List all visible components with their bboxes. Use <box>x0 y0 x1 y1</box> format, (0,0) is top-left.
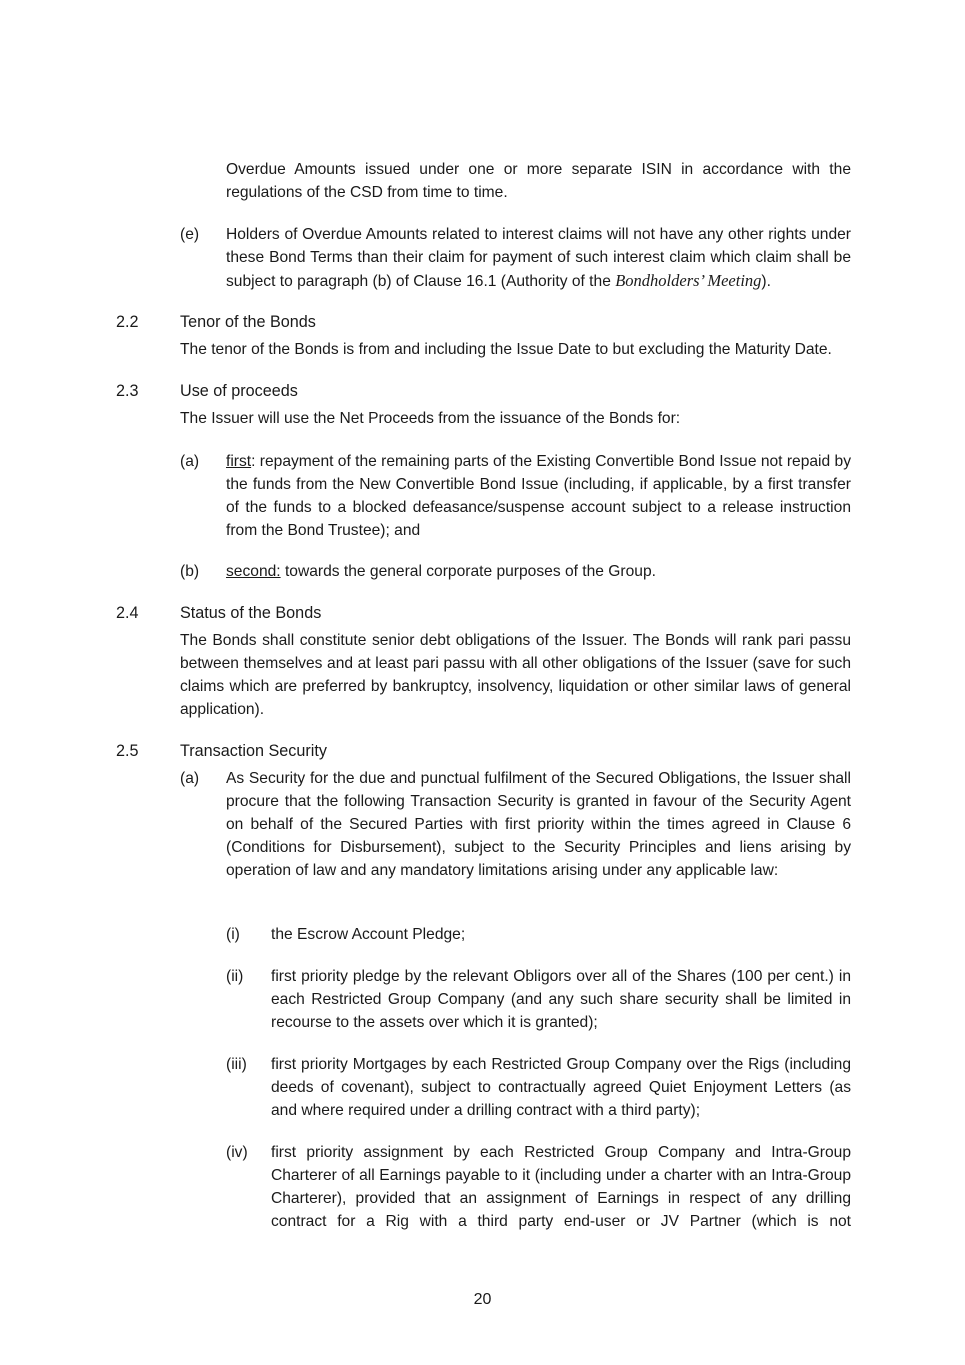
list-item-label: (ii) <box>226 968 244 985</box>
continuation-paragraph: Overdue Amounts issued under one or more separate ISIN in accordance with the regulations of the CSD from time to time. <box>226 161 851 201</box>
section-2-4-title: Status of the Bonds <box>180 604 322 622</box>
section-2-5-title: Transaction Security <box>180 742 327 760</box>
section-2-2-number: 2.2 <box>116 313 139 331</box>
section-2-5-a-label: (a) <box>180 770 200 787</box>
section-2-4-body: The Bonds shall constitute senior debt obligations of the Issuer. The Bonds will rank pari passu between themselves and at least pari passu with all other obligations of the Issuer (save for such claims which are preferred by bankruptcy, insolvency, liquidation or other similar laws of general application). <box>180 632 851 718</box>
section-2-3-b-paragraph <box>226 560 851 583</box>
section-2-3-a-key: first <box>226 453 252 470</box>
section-2-3-a-text: : repayment of the remaining parts of the Existing Convertible Bond Issue not repaid by the funds from the New Convertible Bond Issue (including, if applicable, by a first transfer of the funds to a blocked defeasance/suspense account subject to a release instruction from the Bond Trustee); and <box>226 453 851 539</box>
section-2-3-b-text: towards the general corporate purposes of the Group. <box>280 563 656 580</box>
section-2-4-number: 2.4 <box>116 604 139 622</box>
list-item-label: (i) <box>226 926 240 943</box>
section-2-3-b-label: (b) <box>180 563 200 580</box>
section-2-5-a-paragraph: As Security for the due and punctual fulfilment of the Secured Obligations, the Issuer shall procure that the following Transaction Security is granted in favour of the Security Agent on behalf of the Secured Parties with first priority within the times agreed in Clause 6 (Conditions for Disbursement), subject to the Security Principles and liens arising by operation of law and any mandatory limitations arising under any applicable law: <box>226 770 851 879</box>
section-2-3-title: Use of proceeds <box>180 382 298 400</box>
section-2-3-b-key: second: <box>226 563 281 580</box>
section-2-3-body: The Issuer will use the Net Proceeds from the issuance of the Bonds for: <box>180 410 681 427</box>
list-item: first priority Mortgages by each Restricted Group Company over the Rigs (including deeds of covenant), subject to contractually agreed Quiet Enjoyment Letters (as and where required under a drilling contract with a third party); <box>271 1056 851 1119</box>
item-e-label: (e) <box>180 226 200 243</box>
section-2-3-a-paragraph <box>226 450 851 542</box>
list-item: first priority assignment by each Restricted Group Company and Intra-Group Charterer of all Earnings payable to it (including under a charter with an Intra-Group Charterer), provided that an assignment of Earnings in respect of any drilling contract for a Rig with a third party end-user or JV Partner (which is not <box>271 1144 851 1230</box>
item-e-italic: Bondholders’ Meeting <box>615 271 762 290</box>
item-e-text: Holders of Overdue Amounts related to interest claims will not have any other rights under these Bond Terms than their claim for payment of such interest claim which claim shall be subject to paragraph (b) of Clause 16.1 (Authority of the <box>226 226 851 290</box>
page-number: 20 <box>473 1291 492 1308</box>
section-2-3-a-label: (a) <box>180 453 200 470</box>
list-item: the Escrow Account Pledge; <box>271 926 466 943</box>
item-e-paragraph <box>226 223 851 293</box>
section-2-2-body: The tenor of the Bonds is from and including the Issue Date to but excluding the Maturity Date. <box>180 341 832 358</box>
section-2-5-number: 2.5 <box>116 742 139 760</box>
list-item: first priority pledge by the relevant Obligors over all of the Shares (100 per cent.) in each Restricted Group Company (and any such share security shall be limited in recourse to the assets over which it is granted); <box>271 968 851 1031</box>
item-e-end: ). <box>761 273 771 290</box>
section-2-3-number: 2.3 <box>116 382 139 400</box>
section-2-2-title: Tenor of the Bonds <box>180 313 316 331</box>
list-item-label: (iii) <box>226 1056 247 1073</box>
list-item-label: (iv) <box>226 1144 248 1161</box>
